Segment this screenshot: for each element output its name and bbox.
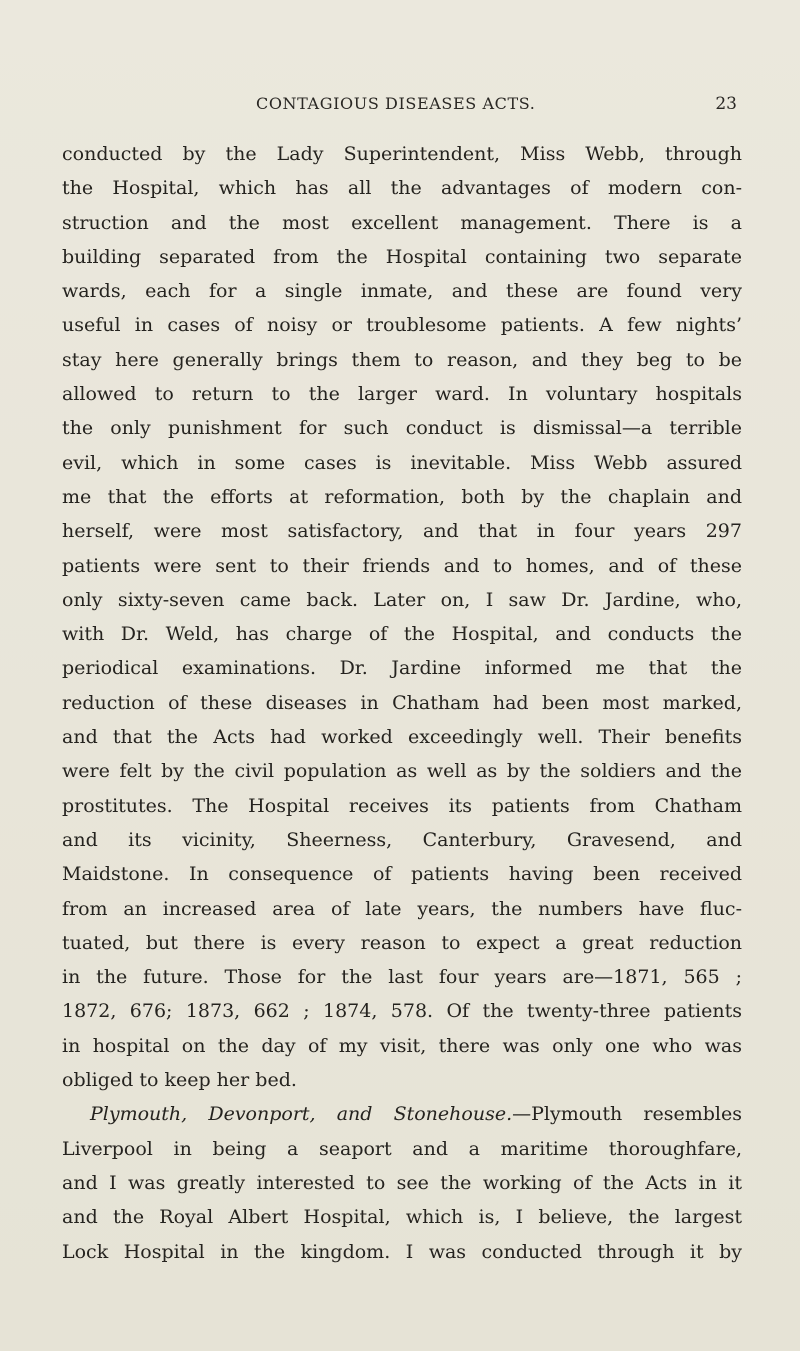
text-line: stay here generally brings them to reason, and they beg to be <box>62 348 742 371</box>
text-line: in hospital on the day of my visit, there was only one who was <box>62 1034 742 1057</box>
paragraph <box>62 137 742 1097</box>
text-line: and I was greatly interested to see the working of the Acts in it <box>62 1171 742 1194</box>
running-title: CONTAGIOUS DISEASES ACTS. <box>256 94 536 113</box>
text-line: in the future. Those for the last four years are—1871, 565 ; <box>62 966 742 989</box>
body-text <box>62 137 742 1269</box>
text-line: Maidstone. In consequence of patients having been received <box>62 863 742 886</box>
text-line: conducted by the Lady Superintendent, Miss Webb, through <box>62 143 742 165</box>
text-line: me that the efforts at reformation, both by the chaplain and <box>62 485 742 508</box>
text-line: from an increased area of late years, the numbers have fluc- <box>62 897 742 920</box>
text-line: Liverpool in being a seaport and a maritime thoroughfare, <box>62 1137 742 1160</box>
running-head <box>0 94 800 118</box>
text-line: and that the Acts had worked exceedingly well. Their benefits <box>62 726 742 749</box>
text-line: Lock Hospital in the kingdom. I was conducted through it by <box>62 1240 742 1263</box>
text-line: wards, each for a single inmate, and these are found very <box>62 280 742 303</box>
text-line: with Dr. Weld, has charge of the Hospital, and conducts the <box>62 623 742 646</box>
text-line: useful in cases of noisy or troublesome patients. A few nights’ <box>62 314 742 337</box>
text-line: 1872, 676; 1873, 662 ; 1874, 578. Of the twenty-three patients <box>62 1000 742 1023</box>
text-line: evil, which in some cases is inevitable. Miss Webb assured <box>62 451 742 474</box>
text-line: tuated, but there is every reason to expect a great reduction <box>62 931 742 954</box>
page-number: 23 <box>715 94 737 114</box>
text-line: struction and the most excellent management. There is a <box>62 211 742 234</box>
text-line: patients were sent to their friends and to homes, and of these <box>62 554 742 577</box>
text-line: allowed to return to the larger ward. In voluntary hospitals <box>62 383 742 406</box>
text-line: only sixty-seven came back. Later on, I saw Dr. Jardine, who, <box>62 588 742 611</box>
text-line: building separated from the Hospital containing two separate <box>62 245 742 268</box>
text-line: and the Royal Albert Hospital, which is, I believe, the largest <box>62 1206 742 1229</box>
section-heading-line <box>62 1097 742 1131</box>
paragraph <box>62 1097 742 1268</box>
text-line: obliged to keep her bed. <box>62 1069 297 1092</box>
text-line: the only punishment for such conduct is dismissal—a terrible <box>62 417 742 440</box>
text-line: and its vicinity, Sheerness, Canterbury, Gravesend, and <box>62 828 742 851</box>
text-run: —Plymouth resembles <box>512 1103 742 1126</box>
text-line: prostitutes. The Hospital receives its patients from Chatham <box>62 794 742 817</box>
text-line: herself, were most satisfactory, and that in four years 297 <box>62 520 742 543</box>
place-heading: Plymouth, Devonport, and Stonehouse. <box>90 1103 513 1126</box>
text-line: reduction of these diseases in Chatham had been most marked, <box>62 691 742 714</box>
text-line: the Hospital, which has all the advantages of modern con- <box>62 177 742 200</box>
text-line: were felt by the civil population as well as by the soldiers and the <box>62 760 742 783</box>
text-line: periodical examinations. Dr. Jardine informed me that the <box>62 657 742 680</box>
